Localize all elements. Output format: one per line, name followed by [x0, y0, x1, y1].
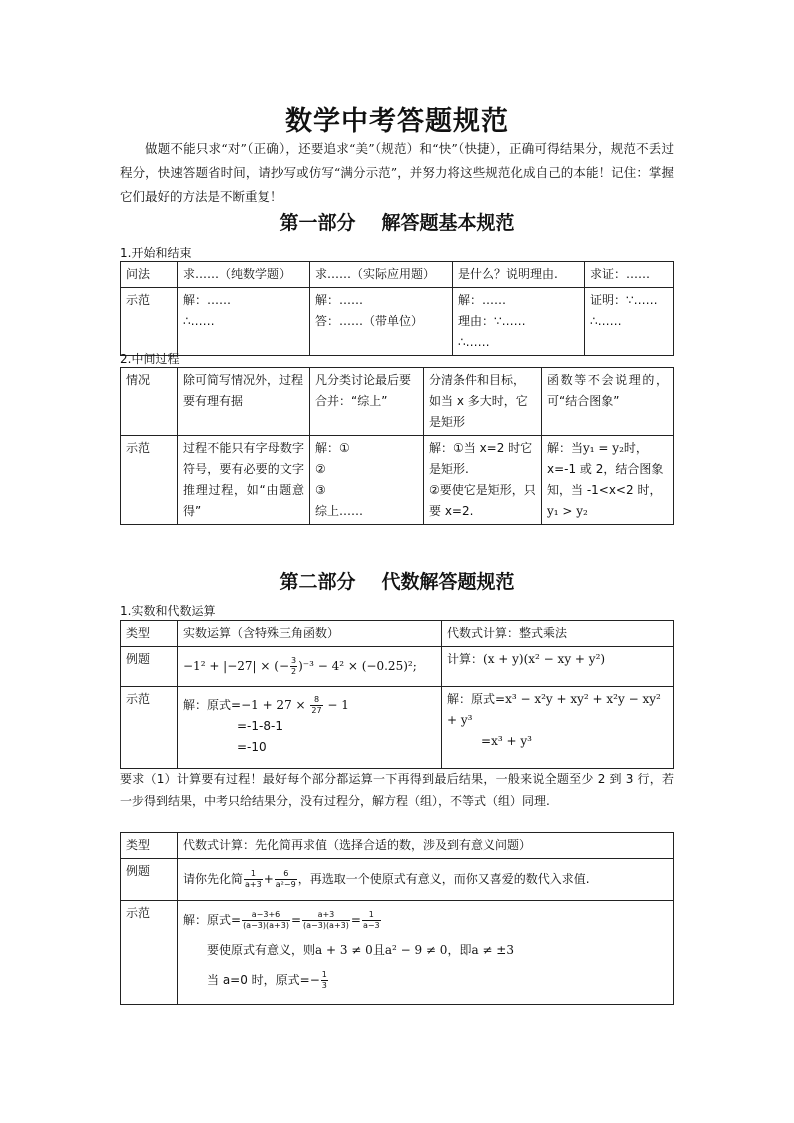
table-row: [121, 647, 674, 687]
table-row: [121, 833, 674, 859]
table-cell: 过程不能只有字母数字符号，要有必要的文字推理过程，如“由题意得”: [178, 436, 310, 525]
table-cell: 示范: [121, 436, 178, 525]
table-cell: 示范: [121, 901, 178, 1005]
table-row: [121, 288, 674, 356]
fraction: $\frac{6}{\text{a²−9}}$: [275, 869, 296, 889]
fraction: $\frac{a-3+6}{(a-3)(a+3)}$: [243, 910, 289, 930]
table-cell: 类型: [121, 621, 178, 647]
start-end-table: [120, 261, 674, 356]
table-row: [121, 262, 674, 288]
table-cell: 代数式计算：整式乘法: [442, 621, 674, 647]
process-table: [120, 367, 674, 525]
requirement-note: 要求（1）计算要有过程！最好每个部分都运算一下再得到最后结果，一般来说全题至少 2 到 3 行，若一步得到结果，中考只给结果分，没有过程分，解方程（组），不等式（组）同理.: [120, 772, 674, 808]
table-cell: 是什么？说明理由.: [453, 262, 585, 288]
table-cell: 凡分类讨论最后要合并：“综上”: [310, 368, 424, 436]
table-cell: 类型: [121, 833, 178, 859]
part1-heading: 第一部分 解答题基本规范: [279, 212, 515, 234]
table-row: [121, 436, 674, 525]
table-cell: 求……（纯数学题）: [178, 262, 310, 288]
fraction: $\frac{3}{2}$: [291, 656, 297, 676]
table-cell: 实数运算（含特殊三角函数）: [178, 621, 442, 647]
table-cell: 解：① ② ③ 综上……: [310, 436, 424, 525]
table-cell: 解：原式=x³ − x²y + xy² + x²y − xy² + y³ =x³ + y³: [442, 687, 674, 769]
part1-sec2-heading: 2.中间过程: [120, 352, 180, 366]
table-row: [121, 901, 674, 1005]
table-cell: 例题: [121, 647, 178, 687]
fraction: $\frac{a+3}{(a-3)(a+3)}$: [303, 910, 349, 930]
part2-heading: 第二部分 代数解答题规范: [279, 571, 515, 593]
part1-sec1-heading: 1.开始和结束: [120, 246, 192, 260]
table-cell: 示范: [121, 687, 178, 769]
table-cell: 解：…… ∴……: [178, 288, 310, 356]
fraction: $\frac{1}{a+3}$: [245, 869, 262, 889]
table-cell: 请你先化简 $\frac{1}{a+3}$ + $\frac{6}{\text{a²−9}}$ ，再选取一个使原式有意义，而你又喜爱的数代入求值.: [178, 859, 674, 901]
table-row: [121, 621, 674, 647]
page-title: 数学中考答题规范: [285, 106, 509, 137]
arithmetic-table: [120, 620, 674, 769]
table-cell: 解：…… 答：……（带单位）: [310, 288, 453, 356]
table-cell: 解：当y₁ = y₂时，x=-1 或 2，结合图象知，当 -1<x<2 时，y₁ > y₂: [542, 436, 674, 525]
table-cell: 求证：……: [585, 262, 674, 288]
table-cell: 例题: [121, 859, 178, 901]
table-cell: 解：…… 理由：∵…… ∴……: [453, 288, 585, 356]
part2-sec1-heading: 1.实数和代数运算: [120, 604, 216, 618]
table-cell: 问法: [121, 262, 178, 288]
table-cell: 解：原式=−1 + 27 × $\frac{8}{27}$ − 1 =-1-8-1 =-10: [178, 687, 442, 769]
table-cell: 解：原式= $\frac{a-3+6}{(a-3)(a+3)}$ = $\frac{a+3}{(a-3)(a+3)}$ = $\frac{1}{a-3}$ 要使原式有意义，则a + 3 ≠ 0且a² − 9 ≠ 0，即a ≠ ±3 当 a=0 时，原式=− $\frac{1}{3}$: [178, 901, 674, 1005]
table-cell: 证明：∵…… ∴……: [585, 288, 674, 356]
fraction: $\frac{1}{3}$: [321, 970, 327, 990]
table-cell: 求……（实际应用题）: [310, 262, 453, 288]
table-cell: −1² + |−27| × (− $\frac{3}{2}$ )⁻³ − 4² × (−0.25)²;: [178, 647, 442, 687]
fraction: $\frac{8}{27}$: [311, 695, 322, 715]
table-cell: 示范: [121, 288, 178, 356]
table-cell: 解：①当 x=2 时它是矩形. ②要使它是矩形，只要 x=2.: [424, 436, 542, 525]
table-cell: 计算：(x + y)(x² − xy + y²): [442, 647, 674, 687]
table-cell: 分清条件和目标，如当 x 多大时，它是矩形: [424, 368, 542, 436]
table-cell: 除可简写情况外，过程要有理有据: [178, 368, 310, 436]
fraction: $\frac{1}{a-3}$: [362, 910, 380, 930]
intro-paragraph: 做题不能只求“对”（正确），还要追求“美”（规范）和“快”（快捷），正确可得结果分，规范不丢过程分，快速答题省时间，请抄写或仿写“满分示范”，并努力将这些规范化成自己的本能！记住：掌握它们最好的方法是不断重复！: [120, 141, 674, 204]
table-row: [121, 368, 674, 436]
table-cell: 代数式计算：先化简再求值（选择合适的数，涉及到有意义问题）: [178, 833, 674, 859]
table-cell: 函数等不会说理的，可“结合图象”: [542, 368, 674, 436]
table-row: [121, 687, 674, 769]
table-row: [121, 859, 674, 901]
simplify-table: [120, 832, 674, 1005]
table-cell: 情况: [121, 368, 178, 436]
